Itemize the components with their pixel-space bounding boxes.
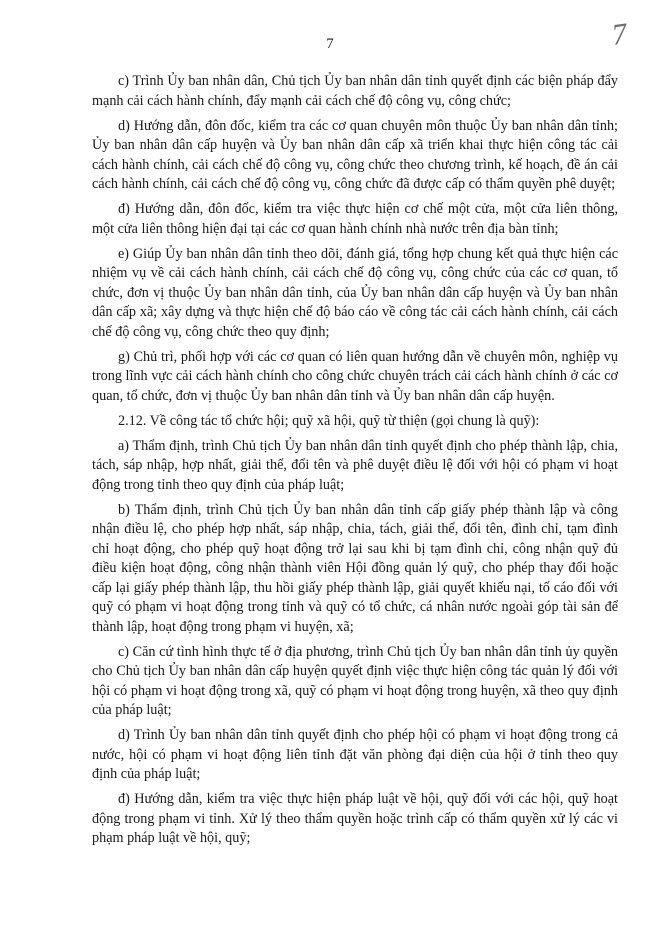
- document-body: [92, 72, 618, 854]
- paragraph-c: c) Trình Ủy ban nhân dân, Chủ tịch Ủy ban nhân dân tỉnh quyết định các biện pháp đẩy mạnh cải cách hành chính, đẩy mạnh cải cách chế độ công vụ, công chức;: [92, 73, 618, 109]
- section-heading-2-12: 2.12. Về công tác tổ chức hội; quỹ xã hội, quỹ từ thiện (gọi chung là quỹ):: [118, 412, 540, 429]
- handwritten-page-mark: 7: [609, 17, 630, 52]
- paragraph-a: a) Thẩm định, trình Chủ tịch Ủy ban nhân dân tỉnh quyết định cho phép thành lập, chia, tách, sáp nhập, hợp nhất, giải thể, đổi tên và phê duyệt điều lệ đối với hội có phạm vi hoạt động trong tỉnh theo quy định của pháp luật;: [92, 437, 618, 493]
- paragraph-b: b) Thẩm định, trình Chủ tịch Ủy ban nhân dân tỉnh cấp giấy phép thành lập và công nhận điều lệ, cho phép hợp nhất, sáp nhập, chia, tách, giải thể, đổi tên, đình chỉ, tạm đình chỉ hoạt động, cho phép quỹ hoạt động trở lại sau khi bị tạm đình chỉ, công nhận quỹ đủ điều kiện hoạt động, công nhận thành viên Hội đồng quản lý quỹ, cho phép thay đổi hoặc cấp lại giấy phép thành lập, thu hồi giấy phép thành lập, giải quyết khiếu nại, tố cáo đối với quỹ có phạm vi hoạt động trong tỉnh và quỹ có tổ chức, cá nhân nước ngoài góp tài sản để thành lập, hoạt động trong phạm vi huyện, xã;: [92, 501, 618, 635]
- paragraph-c-2: c) Căn cứ tình hình thực tế ở địa phương, trình Chủ tịch Ủy ban nhân dân tỉnh ủy quyền cho Chủ tịch Ủy ban nhân dân cấp huyện quyết định việc thực hiện công tác quản lý đối với hội có phạm vi hoạt động trong xã, quỹ có phạm vi hoạt động trong huyện, xã theo quy định của pháp luật;: [92, 643, 618, 718]
- paragraph-d: d) Hướng dẫn, đôn đốc, kiểm tra các cơ quan chuyên môn thuộc Ủy ban nhân dân tỉnh; Ủy ban nhân dân cấp huyện và Ủy ban nhân dân cấp xã triển khai thực hiện công tác cải cách hành chính, cải cách chế độ công vụ, công chức theo chương trình, kế hoạch, đề án cải cách hành chính, cải cách chế độ công vụ, công chức đã được cấp có thẩm quyền phê duyệt;: [92, 117, 618, 192]
- page-number: 7: [326, 36, 334, 52]
- paragraph-g: g) Chủ trì, phối hợp với các cơ quan có liên quan hướng dẫn về chuyên môn, nghiệp vụ trong lĩnh vực cải cách hành chính cho công chức chuyên trách cải cách hành chính ở các cơ quan, tổ chức, đơn vị thuộc Ủy ban nhân dân tỉnh và Ủy ban nhân dân cấp huyện.: [92, 348, 618, 404]
- paragraph-d-2: d) Trình Ủy ban nhân dân tỉnh quyết định cho phép hội có phạm vi hoạt động trong cả nước, hội có phạm vi hoạt động liên tỉnh đặt văn phòng đại diện của hội ở tỉnh theo quy định của pháp luật;: [92, 727, 618, 782]
- paragraph-dd: đ) Hướng dẫn, đôn đốc, kiểm tra việc thực hiện cơ chế một cửa, một cửa liên thông, một cửa liên thông hiện đại tại các cơ quan hành chính nhà nước trên địa bàn tỉnh;: [92, 201, 618, 237]
- paragraph-dd-2: đ) Hướng dẫn, kiểm tra việc thực hiện pháp luật về hội, quỹ đối với các hội, quỹ hoạt động trong phạm vi tỉnh. Xử lý theo thẩm quyền hoặc trình cấp có thẩm quyền xử lý các vi phạm pháp luật về hội, quỹ;: [92, 791, 618, 846]
- paragraph-e: e) Giúp Ủy ban nhân dân tỉnh theo dõi, đánh giá, tổng hợp chung kết quả thực hiện các nhiệm vụ về cải cách hành chính, cải cách chế độ công vụ, công chức của các cơ quan, tổ chức, đơn vị thuộc Ủy ban nhân dân tỉnh, của Ủy ban nhân dân cấp huyện và Ủy ban nhân dân cấp xã; xây dựng và thực hiện chế độ báo cáo về công tác cải cách hành chính, cải cách chế độ công vụ, công chức theo quy định;: [92, 245, 618, 340]
